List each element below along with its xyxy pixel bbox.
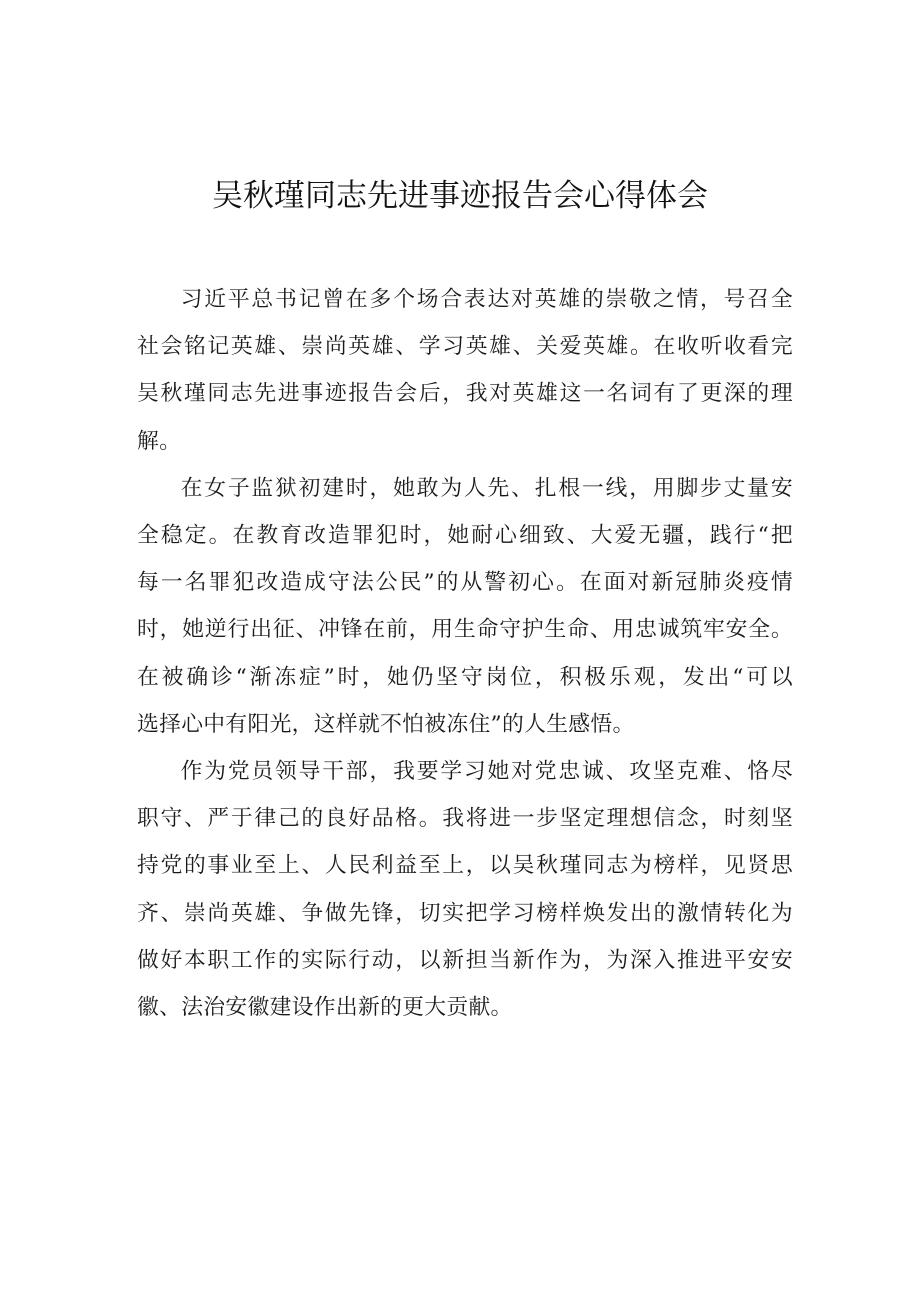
paragraph-line: 在女子监狱初建时，她敢为人先、扎根一线，用脚步丈量安 (180, 475, 793, 501)
document-body (137, 276, 793, 1031)
paragraph-line: 选择心中有阳光，这样就不怕被冻住”的人生感悟。 (137, 711, 635, 737)
paragraph-line: 持党的事业至上、人民利益至上，以吴秋瑾同志为榜样，见贤思 (137, 853, 793, 879)
paragraph-line: 全稳定。在教育改造罪犯时，她耐心细致、大爱无疆，践行“把 (137, 523, 793, 549)
paragraph-line: 齐、崇尚英雄、争做先锋，切实把学习榜样焕发出的激情转化为 (137, 900, 793, 926)
paragraph-3 (137, 748, 793, 1031)
paragraph-line: 社会铭记英雄、崇尚英雄、学习英雄、关爱英雄。在收听收看完 (137, 334, 793, 360)
paragraph-2 (137, 465, 793, 748)
paragraph-line: 徽、法治安徽建设作出新的更大贡献。 (137, 995, 513, 1021)
paragraph-line: 做好本职工作的实际行动，以新担当新作为，为深入推进平安安 (137, 947, 793, 973)
paragraph-line: 每一名罪犯改造成守法公民”的从警初心。在面对新冠肺炎疫情 (137, 570, 793, 596)
paragraph-line: 吴秋瑾同志先进事迹报告会后，我对英雄这一名词有了更深的理 (137, 381, 793, 407)
paragraph-line: 时，她逆行出征、冲锋在前，用生命守护生命、用忠诚筑牢安全。 (137, 617, 793, 643)
paragraph-line: 职守、严于律己的良好品格。我将进一步坚定理想信念，时刻坚 (137, 806, 793, 832)
paragraph-1 (137, 276, 793, 465)
paragraph-line: 作为党员领导干部，我要学习她对党忠诚、攻坚克难、恪尽 (180, 759, 793, 785)
document-title: 吴秋瑾同志先进事迹报告会心得体会 (212, 178, 708, 214)
paragraph-line: 习近平总书记曾在多个场合表达对英雄的崇敬之情，号召全 (180, 287, 793, 312)
paragraph-line: 解。 (137, 428, 182, 454)
paragraph-line: 在被确诊“渐冻症”时，她仍坚守岗位，积极乐观，发出“可以 (137, 664, 793, 690)
